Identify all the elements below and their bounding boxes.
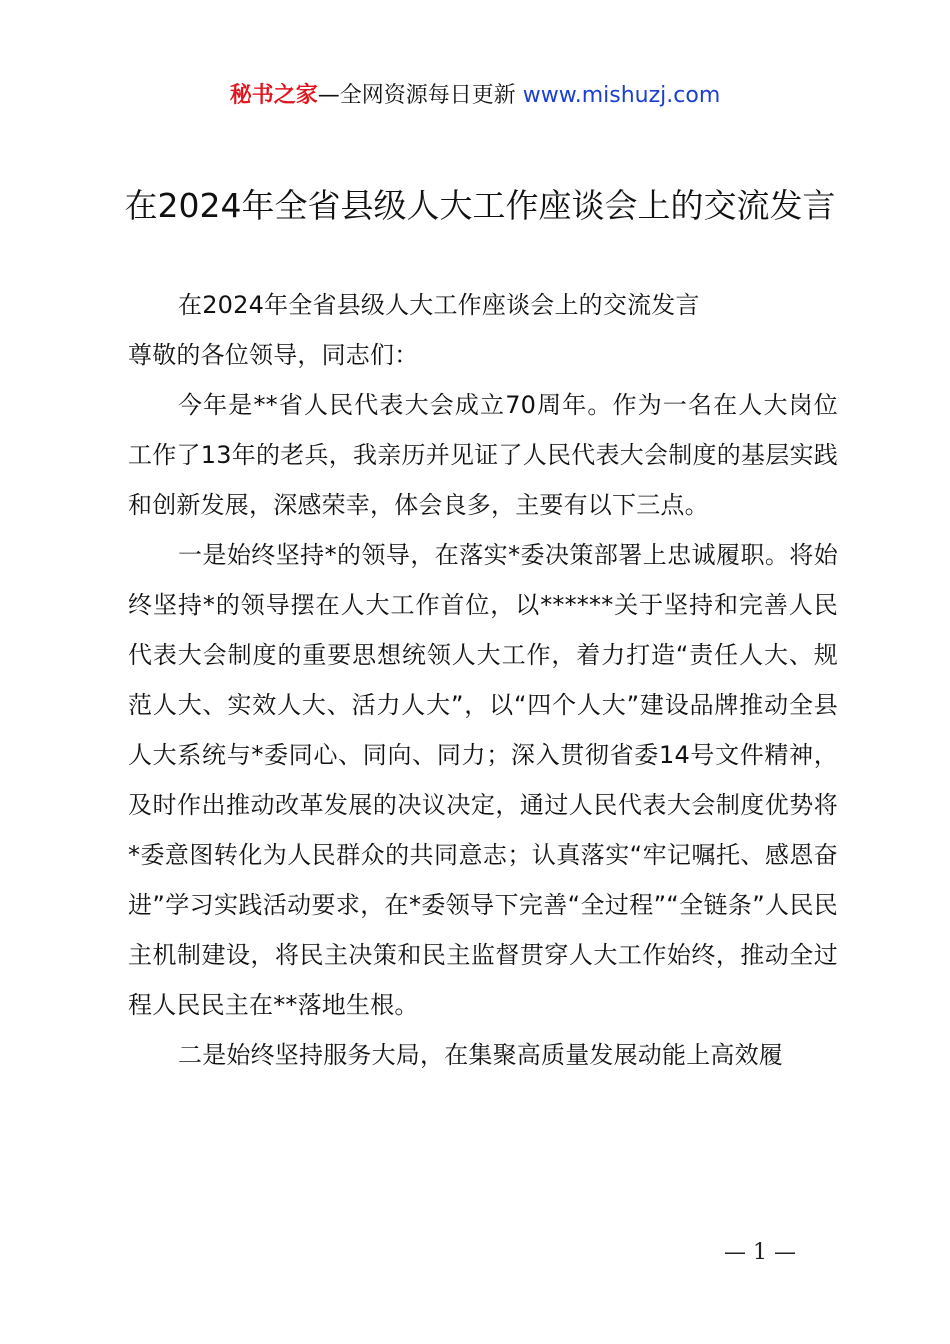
banner-tagline: —全网资源每日更新 — [317, 83, 516, 108]
banner-url-link[interactable]: www.mishuzj.com — [522, 83, 721, 108]
salutation-paragraph: 尊敬的各位领导，同志们： — [128, 341, 419, 369]
body-paragraph: 今年是**省人民代表大会成立70周年。作为一名在人大岗位工作了13年的老兵，我亲历并见证了人民代表大会制度的基层实践和创新发展，深感荣幸，体会良多，主要有以下三点。 — [128, 391, 838, 519]
banner-brand: 秘书之家 — [229, 83, 318, 108]
document-title: 在2024年全省县级人大工作座谈会上的交流发言 — [124, 186, 836, 225]
subtitle-paragraph: 在2024年全省县级人大工作座谈会上的交流发言 — [178, 291, 700, 319]
page-number: — 1 — — [724, 1240, 796, 1265]
document-body — [128, 280, 838, 1080]
body-paragraph: 二是始终坚持服务大局，在集聚高质量发展动能上高效履 — [178, 1041, 783, 1069]
site-banner — [0, 78, 950, 114]
body-paragraph: 一是始终坚持*的领导，在落实*委决策部署上忠诚履职。将始终坚持*的领导摆在人大工作首位，以******关于坚持和完善人民代表大会制度的重要思想统领人大工作，着力打造“责任人大、规范人大、实效人大、活力人大”，以“四个人大”建设品牌推动全县人大系统与*委同心、同向、同力；深入贯彻省委14号文件精神，及时作出推动改革发展的决议决定，通过人民代表大会制度优势将*委意图转化为人民群众的共同意志；认真落实“牢记嘱托、感恩奋进”学习实践活动要求，在*委领导下完善“全过程”“全链条”人民民主机制建设，将民主决策和民主监督贯穿人大工作始终，推动全过程人民民主在**落地生根。 — [128, 541, 838, 1019]
